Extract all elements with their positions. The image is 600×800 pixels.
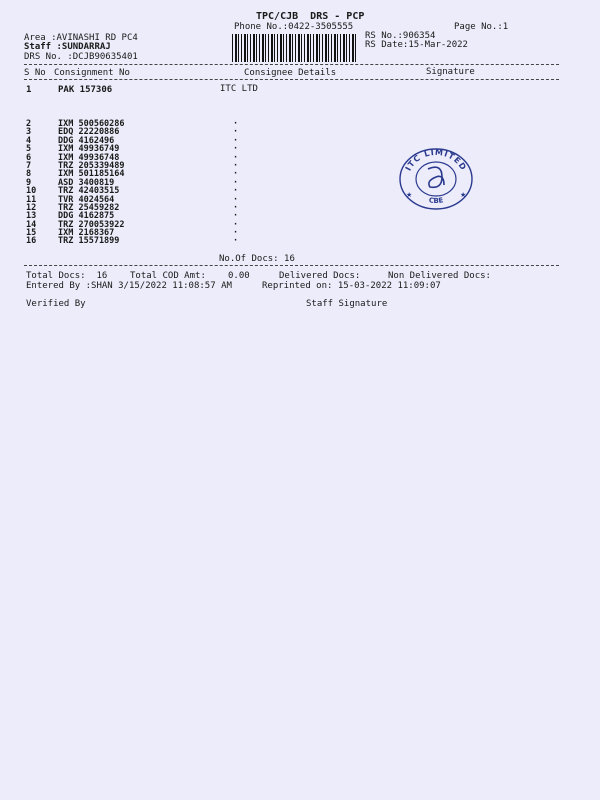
row-consignment: EDQ 22220886 (58, 127, 120, 138)
drs-number: DRS No. :DCJB90635401 (24, 52, 138, 62)
no-of-docs: No.Of Docs: 16 (219, 254, 295, 264)
star-icon: ★ (406, 191, 413, 199)
row-consignment: IXM 500560286 (58, 119, 125, 129)
total-docs: Total Docs: 16 (26, 271, 108, 281)
row-dot: · (233, 194, 239, 205)
row-sno: 14 (26, 219, 37, 230)
row-sno: 13 (26, 211, 37, 222)
row-sno: 7 (26, 160, 32, 171)
row-sno: 10 (26, 186, 37, 197)
row-dot: · (233, 169, 239, 180)
staff-signature: Staff Signature (306, 299, 388, 309)
staff-label: Staff :SUNDARRAJ (24, 42, 111, 52)
rs-date: RS Date:15-Mar-2022 (365, 40, 468, 50)
column-signature: Signature (426, 67, 475, 77)
row-consignment: IXM 49936748 (58, 152, 120, 163)
row-dot: · (233, 135, 239, 146)
row-sno: 6 (26, 152, 32, 163)
row-dot: · (233, 152, 239, 163)
row-consignment: DDG 4162875 (58, 211, 115, 222)
non-delivered-docs: Non Delivered Docs: (388, 271, 491, 281)
row-consignment: TRZ 15571899 (58, 236, 120, 247)
barcode (232, 34, 356, 62)
divider (24, 79, 559, 80)
divider (24, 64, 559, 65)
row-sno: 12 (26, 202, 37, 213)
row-consignment: DDG 4162496 (58, 135, 115, 146)
row-dot: · (233, 228, 239, 239)
column-consignment: Consignment No (54, 68, 130, 78)
row-sno: 1 (26, 85, 32, 95)
row-consignment: TVR 4024564 (58, 194, 115, 205)
row-sno: 11 (26, 194, 37, 205)
star-icon: ★ (460, 191, 467, 199)
row-consignment: IXM 501185164 (58, 169, 125, 180)
row-sno: 8 (26, 169, 32, 180)
row-consignment: PAK 157306 (58, 85, 113, 95)
page-number: Page No.:1 (454, 22, 509, 32)
row-consignment: TRZ 270053922 (58, 219, 125, 230)
entered-by: Entered By :SHAN 3/15/2022 11:08:57 AM (26, 281, 232, 291)
row-consignment: IXM 49936749 (58, 144, 120, 155)
document-title: TPC/CJB DRS - PCP (256, 11, 365, 22)
row-consignment: TRZ 42403515 (58, 186, 120, 197)
row-dot: · (233, 236, 239, 247)
delivered-docs: Delivered Docs: (279, 271, 361, 281)
rs-number: RS No.:906354 (365, 31, 436, 41)
row-consignment: ASD 3400819 (58, 177, 115, 188)
row-dot: · (233, 177, 239, 188)
row-consignment: TRZ 25459282 (58, 202, 120, 213)
column-consignee: Consignee Details (244, 68, 337, 78)
row-sno: 9 (26, 177, 32, 188)
verified-by: Verified By (26, 299, 86, 309)
reprinted-on: Reprinted on: 15-03-2022 11:09:07 (262, 281, 441, 291)
total-cod-value: 0.00 (228, 271, 250, 281)
row-consignment: TRZ 205339489 (58, 160, 125, 171)
total-cod-label: Total COD Amt: (130, 271, 206, 281)
row-consignee: ITC LTD (220, 84, 258, 94)
stamp-text: ITC LIMITED (403, 147, 469, 173)
row-dot: · (233, 186, 239, 197)
row-dot: · (233, 219, 239, 230)
company-stamp (398, 147, 474, 211)
phone-number: Phone No.:0422-3505555 (234, 22, 354, 32)
row-sno: 2 (26, 119, 32, 129)
row-dot: · (233, 160, 239, 171)
row-sno: 3 (26, 127, 32, 138)
row-consignment: IXM 2168367 (58, 228, 115, 239)
row-sno: 4 (26, 135, 32, 146)
row-dot: · (233, 119, 239, 129)
column-sno: S No (24, 68, 46, 78)
row-sno: 5 (26, 144, 32, 155)
row-sno: 15 (26, 228, 37, 239)
row-sno: 16 (26, 236, 37, 247)
area-label: Area :AVINASHI RD PC4 (24, 33, 138, 43)
row-dot: · (233, 202, 239, 213)
divider (24, 265, 559, 266)
stamp-city: CBE (428, 196, 444, 206)
row-dot: · (233, 144, 239, 155)
row-dot: · (233, 127, 239, 138)
row-dot: · (233, 211, 239, 222)
